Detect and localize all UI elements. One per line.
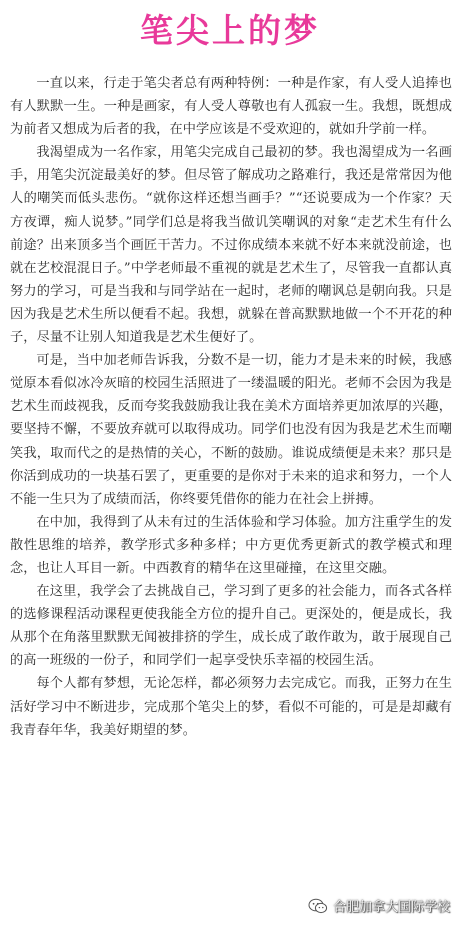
watermark-text: 合肥加拿大国际学校 bbox=[332, 900, 450, 915]
wechat-icon bbox=[308, 898, 328, 914]
paragraph-1: 一直以来，行走于笔尖者总有两种特例：一种是作家，有人受人追捧也有人默默一生。一种是画家，有人受人尊敬也有人孤寂一生。我想，既想成为前者又想成为后者的我，在中学应该是不受欢迎的，就如升学前一样。 bbox=[10, 76, 452, 138]
paragraph-6: 每个人都有梦想，无论怎样，都必须努力去完成它。而我，正努力在生活好学习中不断进步，完成那个笔尖上的梦，看似不可能的，可是是却藏有我青春年华，我美好期望的梦。 bbox=[10, 676, 452, 738]
article-title: 笔尖上的梦 bbox=[140, 11, 320, 50]
wechat-watermark bbox=[308, 896, 450, 915]
article-body bbox=[0, 54, 460, 742]
paragraph-4: 在中加，我得到了从未有过的生活体验和学习体验。加方注重学生的发散性思维的培养，教学形式多种多样；中方更优秀更新式的教学模式和理念，也让人耳目一新。中西教育的精华在这里碰撞，在这里交融。 bbox=[10, 514, 452, 576]
paragraph-3: 可是，当中加老师告诉我，分数不是一切，能力才是未来的时候，我感觉原本看似冰冷灰暗的校园生活照进了一缕温暖的阳光。老师不会因为我是艺术生而歧视我，反而夸奖我鼓励我让我在美术方面培养更加浓厚的兴趣，要坚持不懈，不要放弃就可以取得成功。同学们也没有因为我是艺术生而嘲笑我，取而代之的是热情的关心，不断的鼓励。谁说成绩便是未来？那只是你活到成功的一块基石罢了，更重要的是你对于未来的追求和努力，一个人不能一生只为了成绩而活，你终要凭借你的能力在社会上拼搏。 bbox=[10, 353, 452, 507]
paragraph-2: 我渴望成为一名作家，用笔尖完成自己最初的梦。我也渴望成为一名画手，用笔尖沉淀最美好的梦。但尽管了解成功之路难行，我还是常常因为他人的嘲笑而低头悲伤。“就你这样还想当画手？”“还说要成为一个作家？天方夜谭，痴人说梦。”同学们总是将我当做讥笑嘲讽的对象“走艺术生有什么前途？出来顶多当个画匠干苦力。不过你成绩本来就不好本来就没前途，也就在艺校混混日子。”中学老师最不重视的就是艺术生了，尽管我一直都认真努力的学习，可是当我和与同学站在一起时，老师的嘲讽总是朝向我。只是因为我是艺术生所以便看不起。我想，就躲在普高默默地做一个不开花的种子，尽量不让别人知道我是艺术生便好了。 bbox=[10, 145, 452, 346]
paragraph-5: 在这里，我学会了去挑战自己，学习到了更多的社会能力，而各式各样的选修课程活动课程更使我能全方位的提升自己。更深处的，便是成长，我从那个在角落里默默无闻被排挤的学生，成长成了敢作敢为，敢于展现自己的高一班级的一份子，和同学们一起享受快乐幸福的校园生活。 bbox=[10, 584, 452, 669]
